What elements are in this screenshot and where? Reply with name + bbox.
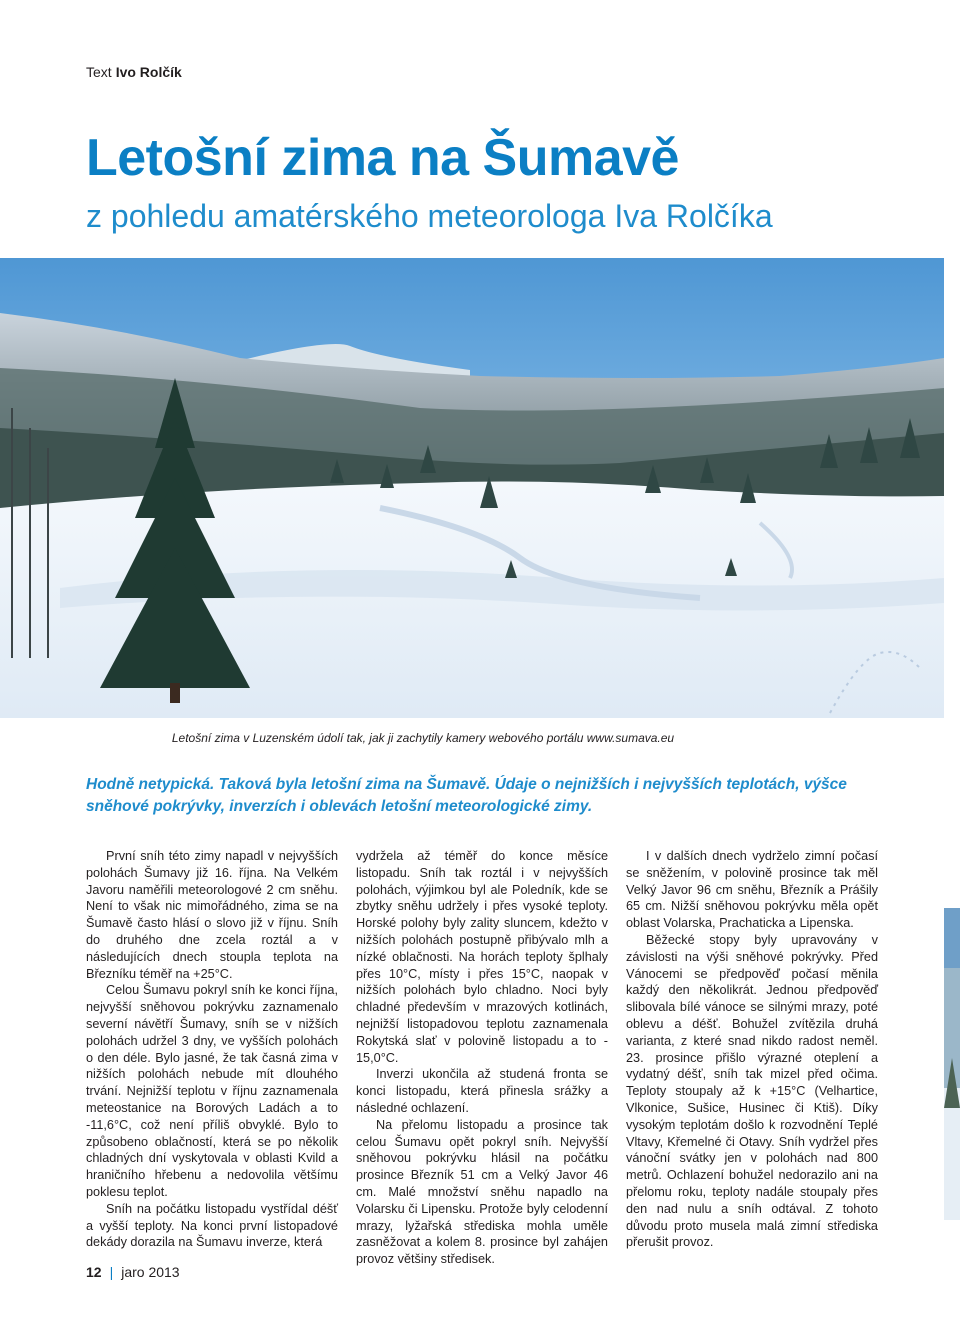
body-paragraph: Celou Šumavu pokryl sníh ke konci října, nejvyšší sněhovou pokrývku zaznamenalo severní návětří Šumavy, sníh se v nižších polohách udržel 3 dny, ve vyšších polohách o den déle. Bylo jasné, že tak časná zima v nižších polohách nebude mít dlouhého trvání. Nejnižší teplotu v říjnu zaznamenala meteostanice na Borových Ladách a to -11,6°C, což není příliš obvyklé. Bylo to způsobeno oblačností, která se po několik chladných dní vyskytovala v oblasti Kvild a hraničního hřebenu a nedovolila většímu poklesu teplot. xyxy=(86,983,338,1199)
footer-separator: | xyxy=(109,1264,114,1280)
body-paragraph: Inverzi ukončila až studená fronta se konci listopadu, která přinesla srážky a následné ochlazení. xyxy=(356,1067,608,1115)
body-paragraph: Sníh na počátku listopadu vystřídal déšť a vyšší teploty. Na konci první listopadové dekády dorazila na Šumavu inverze, která xyxy=(86,1201,338,1250)
byline-author: Ivo Rolčík xyxy=(115,64,182,80)
winter-landscape-photo xyxy=(0,258,944,718)
text-column-2 xyxy=(356,848,608,1268)
adjacent-photo-edge xyxy=(944,908,960,1220)
page-number: 12 xyxy=(86,1264,102,1280)
photo-caption xyxy=(0,731,960,745)
page-title: Letošní zima na Šumavě xyxy=(86,129,679,187)
byline xyxy=(86,64,182,80)
body-paragraph: vydržela až téměř do konce měsíce listopadu. Sníh tak roztál i v nejvyšších polohách, výjimkou byl ale Poledník, kde se zbytky sněhu udržely i přes vysoké teploty. Horské polohy byly zality sluncem, kdežto v nižších polohách postupně přibývalo mlh a nízké oblačnosti. Na horách teploty šplhaly přes 10°C, místy i přes 15°C, naopak v nižších polohách bylo chladno. Noci byly chladné především v mrazových kotlinách, nejnižší listopadovou teplotu zaznamenala Rokytská slať v polovině listopadu a to - 15,0°C. xyxy=(356,849,608,1065)
page-footer xyxy=(86,1264,180,1280)
body-paragraph: První sníh této zimy napadl v nejvyšších polohách Šumavy již 16. října. Na Velkém Javoru naměřili meteorologové 2 cm sněhu. Není to však nic mimořádného, zima se na Šumavě často hlásí o slovo již v říjnu. Sníh do druhého dne zcela roztál a v následujících dnech stoupla teplota na Březníku téměř na +25°C. xyxy=(86,849,338,981)
text-column-3 xyxy=(626,848,878,1251)
byline-label: Text xyxy=(86,64,112,80)
body-paragraph: Běžecké stopy byly upravovány v závislosti na výši sněhové pokrývky. Před Vánocemi se předpověď počasí měnila každý den několikrát. Jednou předpověď slibovala bílé vánoce se silnými mrazy, poté oblevu a déšť. Bohužel zvítězila druhá varianta, z které snad nikdo radost neměl. 23. prosince přišlo výrazné oteplení a vydatný déšť, sníh tak mizel před očima. Teploty stoupaly až k +15°C (Velhartice, Vlkonice, Sušice, Husinec či Ktiš). Díky vysokým teplotám došlo k rozvodnění Teplé Vltavy, Křemelné či Otavy. Sníh vydržel přes vánoční svátky jen v polohách nad 800 metrů. Ochlazení bohužel nedorazilo ani na přelomu roku, teploty nadále stoupaly přes den nad nulu a sníh odtával. Z tohoto důvodu proto musela malá zimní střediska přerušit provoz. xyxy=(626,932,878,1250)
page-subtitle: z pohledu amatérského meteorologa Iva Rolčíka xyxy=(86,198,773,234)
text-column-1 xyxy=(86,848,338,1251)
issue-label: jaro 2013 xyxy=(121,1264,180,1280)
photo-caption-text: Letošní zima v Luzenském údolí tak, jak ji zachytily kamery webového portálu www.sumava.eu xyxy=(171,731,675,745)
body-paragraph: I v dalších dnech vydrželo zimní počasí se sněžením, v polovině prosince tak měl Velký Javor 96 cm sněhu, Březník a Prášily 65 cm. Nižší sněhovou pokrývku měla opět oblast Volarska, Prachaticka a Lipenska. xyxy=(626,849,878,931)
body-paragraph: Na přelomu listopadu a prosince tak celou Šumavu opět pokryl sníh. Nejvyšší sněhovou pokrývku hlásil na počátku prosince Březník 51 cm a Velký Javor 46 cm. Malé množství sněhu napadlo na Volarsku či Lipensku. Protože byly celodenní mrazy, lyžařská střediska mohla uměle zasněžovat a kolem 8. prosince byl zahájen provoz většiny středisek. xyxy=(356,1117,608,1267)
lead-paragraph: Hodně netypická. Taková byla letošní zima na Šumavě. Údaje o nejnižších i nejvyšších teplotách, výšce sněhové pokrývky, inverzích i oblevách letošní meteorologické zimy. xyxy=(86,776,847,815)
